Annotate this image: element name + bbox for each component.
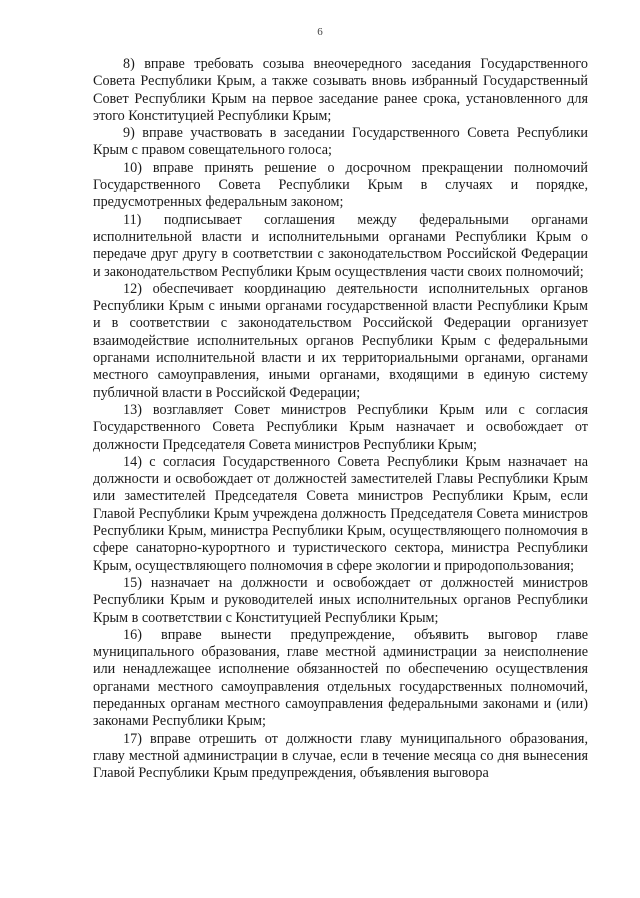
clause-16: 16) вправе вынести предупреждение, объявить выговор главе муниципального образования, главе местной администрации за неисполнение или ненадлежащее исполнение обязанностей по обеспечению осуществления органами местного самоуправления отдельных государственных полномочий, переданных органам местного самоуправления федеральными законами и (или) законами Республики Крым; <box>93 626 588 730</box>
clause-10: 10) вправе принять решение о досрочном прекращении полномочий Государственного Совета Республики Крым в случаях и порядке, предусмотренных федеральным законом; <box>93 159 588 211</box>
clause-15: 15) назначает на должности и освобождает от должностей министров Республики Крым и руководителей иных исполнительных органов Республики Крым в соответствии с Конституцией Республики Крым; <box>93 574 588 626</box>
clause-14: 14) с согласия Государственного Совета Республики Крым назначает на должности и освобождает от должностей заместителей Главы Республики Крым или заместителей Председателя Совета министров Республики Крым, если Главой Республики Крым учреждена должность Председателя Совета министров Республики Крым, министра Республики Крым, осуществляющего полномочия в сфере санаторно-курортного и туристического сектора, министра Республики Крым, осуществляющего полномочия в сфере экологии и природопользования; <box>93 453 588 574</box>
clause-12: 12) обеспечивает координацию деятельности исполнительных органов Республики Крым с иными органами государственной власти Республики Крым и в соответствии с законодательством Российской Федерации организует взаимодействие исполнительных органов Республики Крым с федеральными органами исполнительной власти и их территориальными органами, органами местного самоуправления, иными органами, входящими в единую систему публичной власти в Российской Федерации; <box>93 280 588 401</box>
clause-9: 9) вправе участвовать в заседании Государственного Совета Республики Крым с правом совещательного голоса; <box>93 125 588 159</box>
document-body <box>93 56 588 782</box>
clause-11: 11) подписывает соглашения между федеральными органами исполнительной власти и исполнительными органами Республики Крым о передаче друг другу в соответствии с законодательством Российской Федерации и законодательством Республики Крым осуществления части своих полномочий; <box>93 211 588 280</box>
clause-8: 8) вправе требовать созыва внеочередного заседания Государственного Совета Республики Крым, а также созывать вновь избранный Государственный Совет Республики Крым на первое заседание ранее срока, установленного для этого Конституцией Республики Крым; <box>93 56 588 124</box>
page-number: 6 <box>317 26 323 38</box>
clause-17: 17) вправе отрешить от должности главу муниципального образования, главу местной администрации в случае, если в течение месяца со дня вынесения Главой Республики Крым предупреждения, объявления выговора <box>93 730 588 782</box>
clause-13: 13) возглавляет Совет министров Республики Крым или с согласия Государственного Совета Республики Крым назначает и освобождает от должности Председателя Совета министров Республики Крым; <box>93 401 588 453</box>
